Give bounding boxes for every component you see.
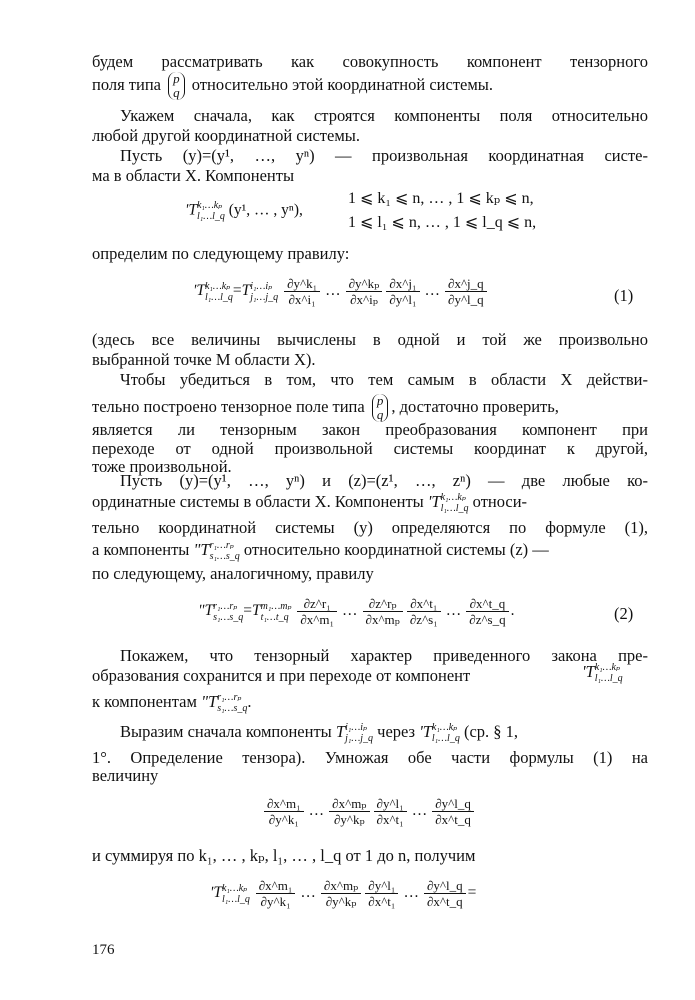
text-line: (здесь все величины вычислены в одной и той же произвольно: [92, 330, 648, 349]
text-span: образования сохранится и при переходе от компонент: [92, 666, 471, 685]
equation-number: (1): [614, 286, 634, 305]
text-line: а компоненты ʺT r₁…rₚ s₁…s_q относительно координатной системы (z) —: [92, 540, 549, 563]
page-number: 176: [92, 942, 115, 958]
text-span: относи-: [472, 492, 528, 511]
text-span: Выразим сначала компоненты: [120, 722, 332, 741]
text-line: образования сохранится и при переходе от компонент ʹT k₁…kₚ l₁…l_q: [92, 662, 623, 685]
text-line: и суммируя по k₁, … , kₚ, l₁, … , l_q от 1 до n, получим: [92, 846, 476, 865]
text-line: Покажем, что тензорный характер приведенного закона пре-: [120, 646, 648, 665]
text-span: относительно координатной системы (z) —: [243, 540, 549, 559]
text-line: по следующему, аналогичному, правилу: [92, 564, 374, 583]
text-line: тоже произвольной.: [92, 457, 232, 476]
text-line: является ли тензорным закон преобразования компонент при: [92, 420, 648, 439]
text-line: любой другой координатной системы.: [92, 126, 360, 145]
equation-4: ʹT k₁…kₚ l₁…l_q $\frac{\text{∂x\textasciicircum{}m₁}}{\text{∂y\textasciicircum{}k₁}}$ … $\frac{\text{∂x\textasciicircum{}mₚ}}{\text{∂y\textasciicircum{}kₚ}}$ $\frac{\text{∂y\textasciicircum{}l₁}}{\text{∂x\textasciicircum{}t₁}}$ … $\frac{\partial y\^{}l\_q}{\partial x\^{}t\_q}$ =: [210, 878, 477, 909]
text-line: Выразим сначала компоненты T i₁…iₚ j₁…j_q через ʹT k₁…kₚ l₁…l_q (ср. § 1,: [120, 722, 519, 745]
text-span: , достаточно проверить,: [391, 396, 559, 416]
index-condition: 1 ⩽ l₁ ⩽ n, … , 1 ⩽ l_q ⩽ n,: [348, 214, 537, 231]
component-definition: ʹT k₁…kₚ l₁…l_q (y¹, … , yⁿ),: [185, 200, 303, 222]
equation-2: ʺT r₁…rₚ s₁…s_q =T m₁…mₚ t₁…t_q $\frac{\text{∂z\textasciicircum{}r₁}}{\text{∂x\textasciicircum{}m₁}}$ … $\frac{\text{∂z\textasciicircum{}rₚ}}{\text{∂x\textasciicircum{}mₚ}}$ $\frac{\text{∂x\textasciicircum{}t₁}}{\text{∂z\textasciicircum{}s₁}}$ … $\frac{\partial x\^{}t\_q}{\partial z\^{}s\_q}$ .: [198, 596, 515, 627]
text-line: Укажем сначала, как строятся компоненты поля относительно: [120, 106, 648, 125]
text-line: Пусть (y)=(y¹, …, yⁿ) и (z)=(z¹, …, zⁿ) — две любые ко-: [120, 471, 648, 490]
text-span: ординатные системы в области X. Компоненты: [92, 492, 424, 511]
text-line: Чтобы убедиться в том, что тем самым в области X действи-: [120, 370, 648, 389]
text-span: через: [377, 722, 416, 741]
text-line: к компонентам ʺT r₁…rₚ s₁…s_q .: [92, 692, 252, 715]
tensor-type-binomial: p q: [168, 72, 185, 100]
text-line: ординатные системы в области X. Компоненты ʹT k₁…kₚ l₁…l_q относи-: [92, 492, 528, 515]
text-line: тельно координатной системы (y) определяются по формуле (1),: [92, 518, 648, 537]
text-span: тельно построено тензорное поле типа: [92, 396, 365, 416]
text-span: а компоненты: [92, 540, 190, 559]
text-line: ма в области X. Компоненты: [92, 166, 295, 185]
tensor-type-binomial: p q: [372, 394, 389, 422]
text-line: [92, 394, 648, 422]
text-span: (ср. § 1,: [463, 722, 519, 741]
text-span: относительно этой координатной системы.: [191, 74, 494, 94]
text-line: [92, 72, 648, 100]
text-line: будем рассматривать как совокупность компонент тензорного: [92, 52, 648, 71]
equation-number: (2): [614, 604, 634, 623]
text-line: выбранной точке M области X).: [92, 350, 316, 369]
index-condition: 1 ⩽ k₁ ⩽ n, … , 1 ⩽ kₚ ⩽ n,: [348, 190, 534, 207]
text-span: к компонентам: [92, 692, 197, 711]
text-line: переходе от одной произвольной системы координат к другой,: [92, 439, 648, 458]
equation-3: $\frac{\text{∂x\textasciicircum{}m₁}}{\text{∂y\textasciicircum{}k₁}}$ … $\frac{\text{∂x\textasciicircum{}mₚ}}{\text{∂y\textasciicircum{}kₚ}}$ $\frac{\text{∂y\textasciicircum{}l₁}}{\text{∂x\textasciicircum{}t₁}}$ … $\frac{\partial y\^{}l\_q}{\partial x\^{}t\_q}$: [262, 796, 476, 827]
text-line: Пусть (y)=(y¹, …, yⁿ) — произвольная координатная систе-: [120, 146, 648, 165]
text-span: поля типа: [92, 74, 162, 94]
text-line: 1°. Определение тензора). Умножая обе части формулы (1) на: [92, 748, 648, 767]
text-line: определим по следующему правилу:: [92, 244, 350, 263]
equation-1: ʹT k₁…kₚ l₁…l_q =T i₁…iₚ j₁…j_q $\frac{\text{∂y\textasciicircum{}k₁}}{\text{∂x\textasciicircum{}i₁}}$ … $\frac{\text{∂y\textasciicircum{}kₚ}}{\text{∂x\textasciicircum{}iₚ}}$ $\frac{\text{∂x\textasciicircum{}j₁}}{\text{∂y\textasciicircum{}l₁}}$ … $\frac{\partial x\^{}j\_q}{\partial y\^{}l\_q}$: [193, 276, 489, 307]
text-line: величину: [92, 766, 159, 785]
